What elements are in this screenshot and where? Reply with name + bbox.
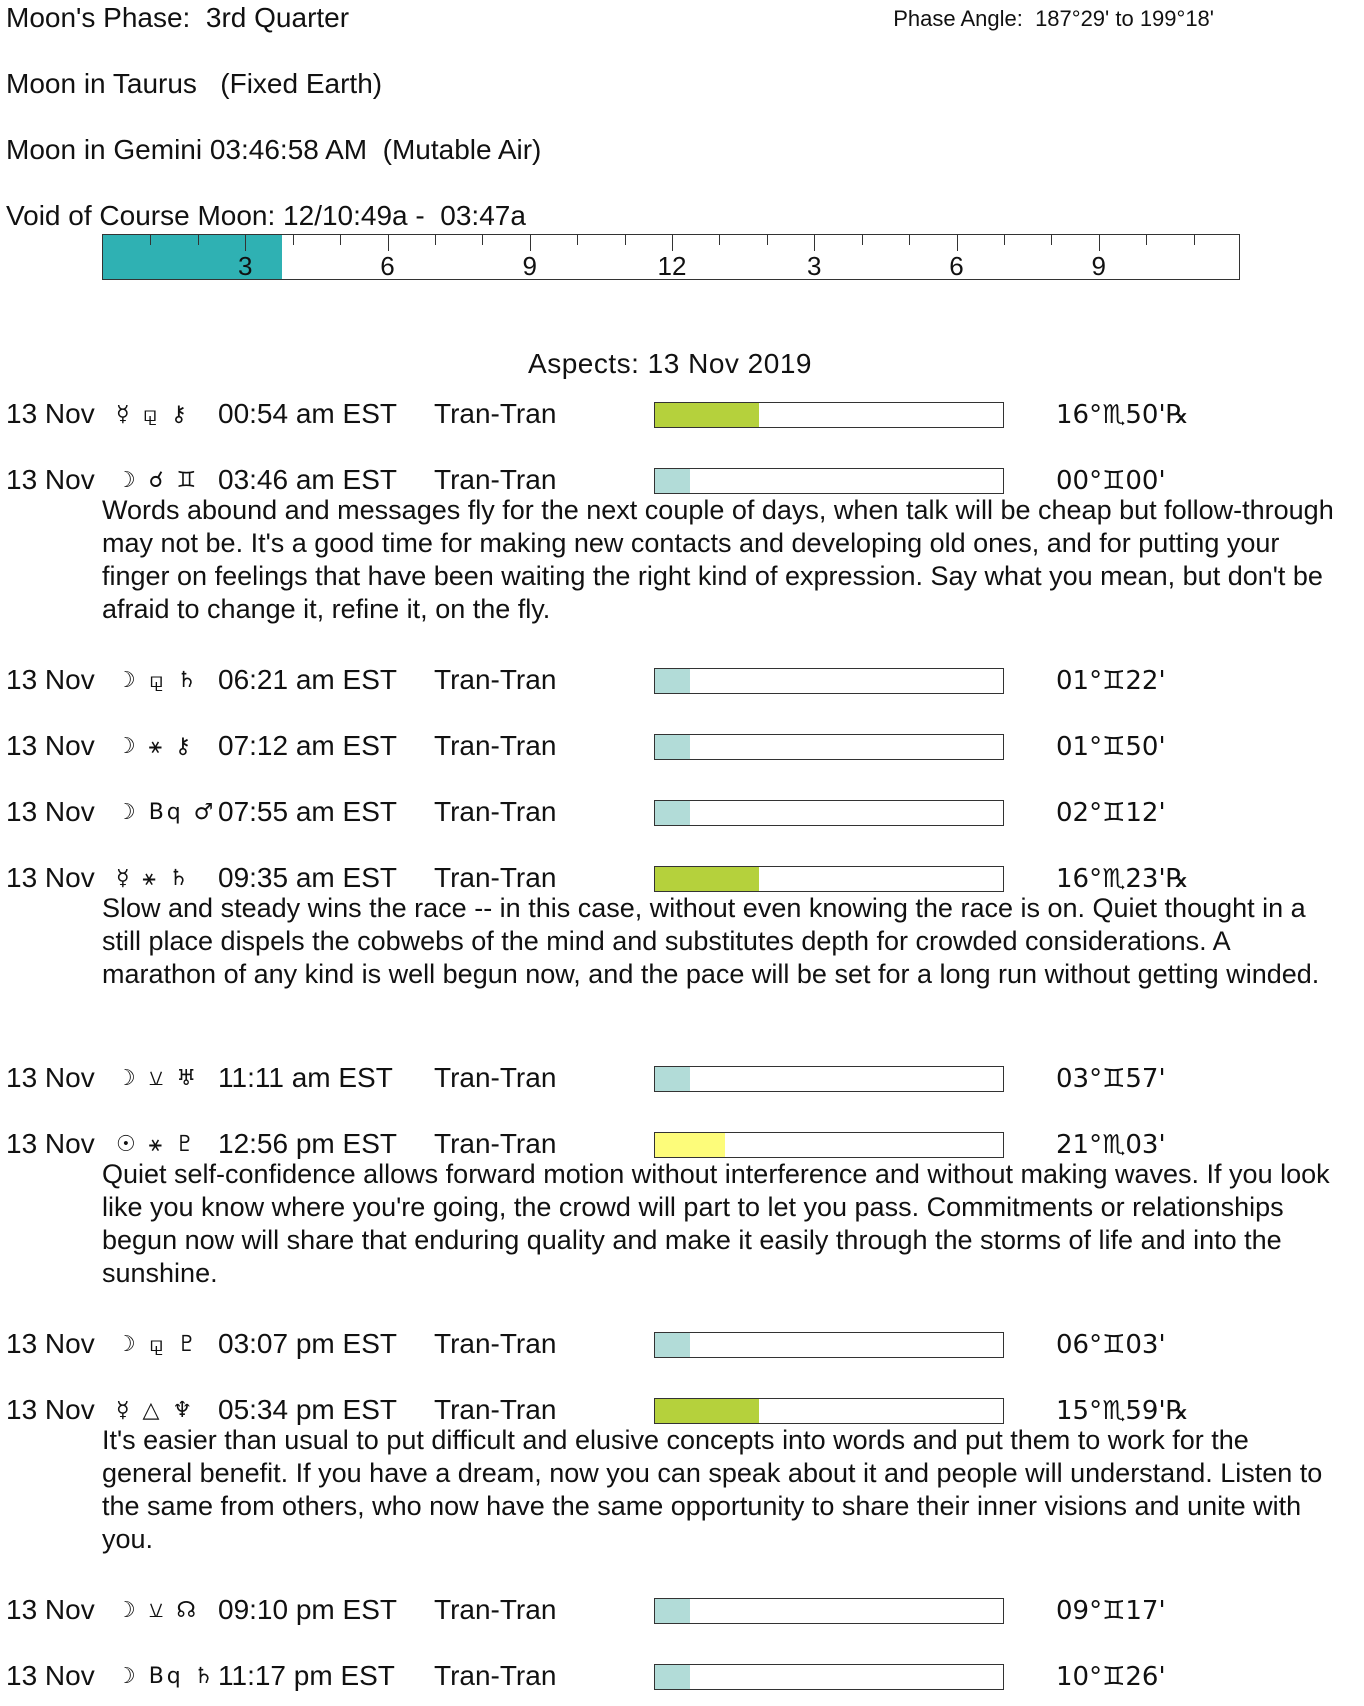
aspect-position: 02°♊12'	[1056, 798, 1166, 828]
aspect-type: Tran-Tran	[434, 1394, 557, 1425]
aspect-strength-bar	[654, 402, 1004, 428]
timeline-tick	[1004, 235, 1005, 245]
aspect-date: 13 Nov	[6, 862, 95, 893]
aspect-glyphs: ☽ Bq ♄	[116, 1664, 217, 1689]
timeline-tick	[957, 235, 958, 251]
aspect-type: Tran-Tran	[434, 398, 557, 429]
timeline-tick	[625, 235, 626, 245]
timeline-tick	[1099, 235, 1100, 251]
aspect-position: 06°♊03'	[1056, 1330, 1166, 1360]
aspect-row	[6, 1062, 1346, 1098]
timeline-tick	[862, 235, 863, 245]
aspect-strength-bar	[654, 1398, 1004, 1424]
aspect-type: Tran-Tran	[434, 862, 557, 893]
aspect-type: Tran-Tran	[434, 796, 557, 827]
aspect-date: 13 Nov	[6, 464, 95, 495]
aspect-position: 15°♏59'℞	[1056, 1396, 1189, 1426]
aspect-position: 16°♏23'℞	[1056, 864, 1189, 894]
aspect-time: 05:34 pm EST	[218, 1394, 397, 1425]
aspect-interpretation: Quiet self-confidence allows forward motion without interference and without making waves. If you look like you know where you're going, the crowd will part to let you pass. Commitments or relationships begun now will share that enduring quality and make it easily through the storms of life and into the sunshine.	[102, 1159, 1330, 1288]
timeline-tick	[909, 235, 910, 245]
aspect-interpretation: Words abound and messages fly for the next couple of days, when talk will be cheap but follow-through may not be. It's a good time for making new contacts and developing old ones, and for putting your finger on feelings that have been waiting the right kind of expression. Say what you mean, but don't be afraid to change it, refine it, on the fly.	[102, 495, 1334, 624]
aspect-strength-fill	[655, 1333, 690, 1357]
moon-sign-gemini: Moon in Gemini 03:46:58 AM (Mutable Air)	[6, 134, 542, 165]
timeline-hour-label: 12	[657, 251, 687, 281]
aspect-time: 06:21 am EST	[218, 664, 397, 695]
aspect-row	[6, 1328, 1346, 1364]
aspect-time: 09:10 pm EST	[218, 1594, 397, 1625]
timeline-tick	[577, 235, 578, 245]
aspect-position: 03°♊57'	[1056, 1064, 1166, 1094]
phase-angle: Phase Angle: 187°29' to 199°18'	[893, 6, 1214, 31]
aspect-row	[6, 796, 1346, 832]
aspect-date: 13 Nov	[6, 1594, 95, 1625]
void-of-course: Void of Course Moon: 12/10:49a - 03:47a	[6, 200, 526, 231]
aspect-row	[6, 664, 1346, 700]
aspect-type: Tran-Tran	[434, 730, 557, 761]
aspect-time: 07:55 am EST	[218, 796, 397, 827]
aspect-row	[6, 1660, 1346, 1696]
timeline-tick	[482, 235, 483, 245]
aspect-row	[6, 730, 1346, 766]
aspect-glyphs: ☿ ⚹ ♄	[116, 866, 192, 891]
aspect-glyphs: ☽ ⚼ ♄	[116, 668, 200, 693]
timeline-tick	[198, 235, 199, 245]
timeline-hour-label: 9	[522, 251, 537, 281]
aspect-interpretation: Slow and steady wins the race -- in this case, without even knowing the race is on. Quiet thought in a still place dispels the cobwebs of the mind and substitutes depth for crowded considerations. A marathon of any kind is well begun now, and the pace will be set for a long run without getting winded.	[102, 893, 1320, 989]
aspect-row	[6, 1594, 1346, 1630]
void-of-course-fill	[103, 235, 282, 279]
aspect-strength-fill	[655, 1067, 690, 1091]
aspect-interpretation: It's easier than usual to put difficult and elusive concepts into words and put them to work for the general benefit. If you have a dream, now you can speak about it and people will understand. Listen to the same from others, who now have the same opportunity to share their inner visions and unite with you.	[102, 1425, 1323, 1554]
aspect-type: Tran-Tran	[434, 1128, 557, 1159]
aspect-glyphs: ☽ Bq ♂	[116, 800, 217, 825]
aspect-date: 13 Nov	[6, 1062, 95, 1093]
aspect-position: 16°♏50'℞	[1056, 400, 1189, 430]
timeline-tick	[672, 235, 673, 251]
aspect-glyphs: ☽ ⚹ ⚷	[116, 734, 195, 759]
aspect-strength-fill	[655, 735, 690, 759]
timeline-tick	[1146, 235, 1147, 245]
aspect-strength-fill	[655, 403, 759, 427]
aspect-time: 09:35 am EST	[218, 862, 397, 893]
aspect-type: Tran-Tran	[434, 664, 557, 695]
moon-phase: Moon's Phase: 3rd Quarter	[6, 2, 350, 33]
timeline-tick	[245, 235, 246, 251]
timeline-hour-label: 6	[949, 251, 964, 281]
aspect-type: Tran-Tran	[434, 1660, 557, 1691]
timeline-tick	[435, 235, 436, 245]
aspect-type: Tran-Tran	[434, 1062, 557, 1093]
timeline-tick	[767, 235, 768, 245]
aspect-strength-fill	[655, 1133, 725, 1157]
aspect-glyphs: ☽ ⚼ ♇	[116, 1332, 200, 1357]
timeline-tick	[719, 235, 720, 245]
aspect-strength-fill	[655, 1399, 759, 1423]
timeline-hour-label: 3	[807, 251, 822, 281]
aspect-strength-bar	[654, 1332, 1004, 1358]
aspect-date: 13 Nov	[6, 796, 95, 827]
aspect-date: 13 Nov	[6, 1394, 95, 1425]
timeline-hour-label: 3	[238, 251, 253, 281]
aspect-time: 11:11 am EST	[218, 1062, 393, 1093]
aspect-position: 21°♏03'	[1056, 1130, 1166, 1160]
timeline-tick	[530, 235, 531, 251]
timeline-tick	[388, 235, 389, 251]
aspect-glyphs: ☽ ⚺ ☊	[116, 1598, 199, 1623]
aspect-date: 13 Nov	[6, 1660, 95, 1691]
aspect-strength-bar	[654, 734, 1004, 760]
aspect-strength-bar	[654, 468, 1004, 494]
aspect-type: Tran-Tran	[434, 464, 557, 495]
aspect-strength-bar	[654, 1132, 1004, 1158]
aspect-glyphs: ☿ △ ♆	[116, 1398, 196, 1423]
aspect-date: 13 Nov	[6, 730, 95, 761]
aspect-strength-bar	[654, 1664, 1004, 1690]
void-of-course-timeline	[102, 234, 1240, 280]
timeline-hour-label: 6	[380, 251, 395, 281]
timeline-tick	[1194, 235, 1195, 245]
aspect-strength-bar	[654, 800, 1004, 826]
aspect-strength-fill	[655, 669, 690, 693]
aspect-strength-fill	[655, 469, 690, 493]
aspect-strength-fill	[655, 867, 759, 891]
aspect-time: 11:17 pm EST	[218, 1660, 395, 1691]
timeline-tick	[340, 235, 341, 245]
aspect-strength-fill	[655, 1599, 690, 1623]
aspect-position: 09°♊17'	[1056, 1596, 1166, 1626]
aspect-type: Tran-Tran	[434, 1594, 557, 1625]
aspect-strength-bar	[654, 668, 1004, 694]
aspect-date: 13 Nov	[6, 1328, 95, 1359]
aspect-strength-fill	[655, 801, 690, 825]
aspect-strength-bar	[654, 1066, 1004, 1092]
aspect-glyphs: ☉ ⚹ ♇	[116, 1132, 198, 1157]
timeline-tick	[814, 235, 815, 251]
aspect-position: 00°♊00'	[1056, 466, 1166, 496]
aspect-glyphs: ☽ ☌ ♊	[116, 468, 200, 493]
aspect-time: 07:12 am EST	[218, 730, 397, 761]
aspect-position: 10°♊26'	[1056, 1662, 1166, 1692]
aspect-time: 12:56 pm EST	[218, 1128, 397, 1159]
aspect-date: 13 Nov	[6, 664, 95, 695]
aspect-date: 13 Nov	[6, 398, 95, 429]
aspect-glyphs: ☽ ⚺ ♅	[116, 1066, 200, 1091]
timeline-tick	[1051, 235, 1052, 245]
aspect-time: 03:07 pm EST	[218, 1328, 397, 1359]
aspect-strength-bar	[654, 1598, 1004, 1624]
aspect-position: 01°♊22'	[1056, 666, 1166, 696]
aspect-type: Tran-Tran	[434, 1328, 557, 1359]
aspect-row	[6, 398, 1346, 434]
aspect-strength-bar	[654, 866, 1004, 892]
aspect-glyphs: ☿ ⚼ ⚷	[116, 402, 190, 427]
aspects-title: Aspects: 13 Nov 2019	[528, 348, 812, 379]
aspect-date: 13 Nov	[6, 1128, 95, 1159]
timeline-tick	[293, 235, 294, 245]
aspect-position: 01°♊50'	[1056, 732, 1166, 762]
aspect-time: 00:54 am EST	[218, 398, 397, 429]
timeline-hour-label: 9	[1091, 251, 1106, 281]
aspect-time: 03:46 am EST	[218, 464, 397, 495]
timeline-tick	[150, 235, 151, 245]
aspect-strength-fill	[655, 1665, 690, 1689]
moon-sign-taurus: Moon in Taurus (Fixed Earth)	[6, 68, 383, 99]
